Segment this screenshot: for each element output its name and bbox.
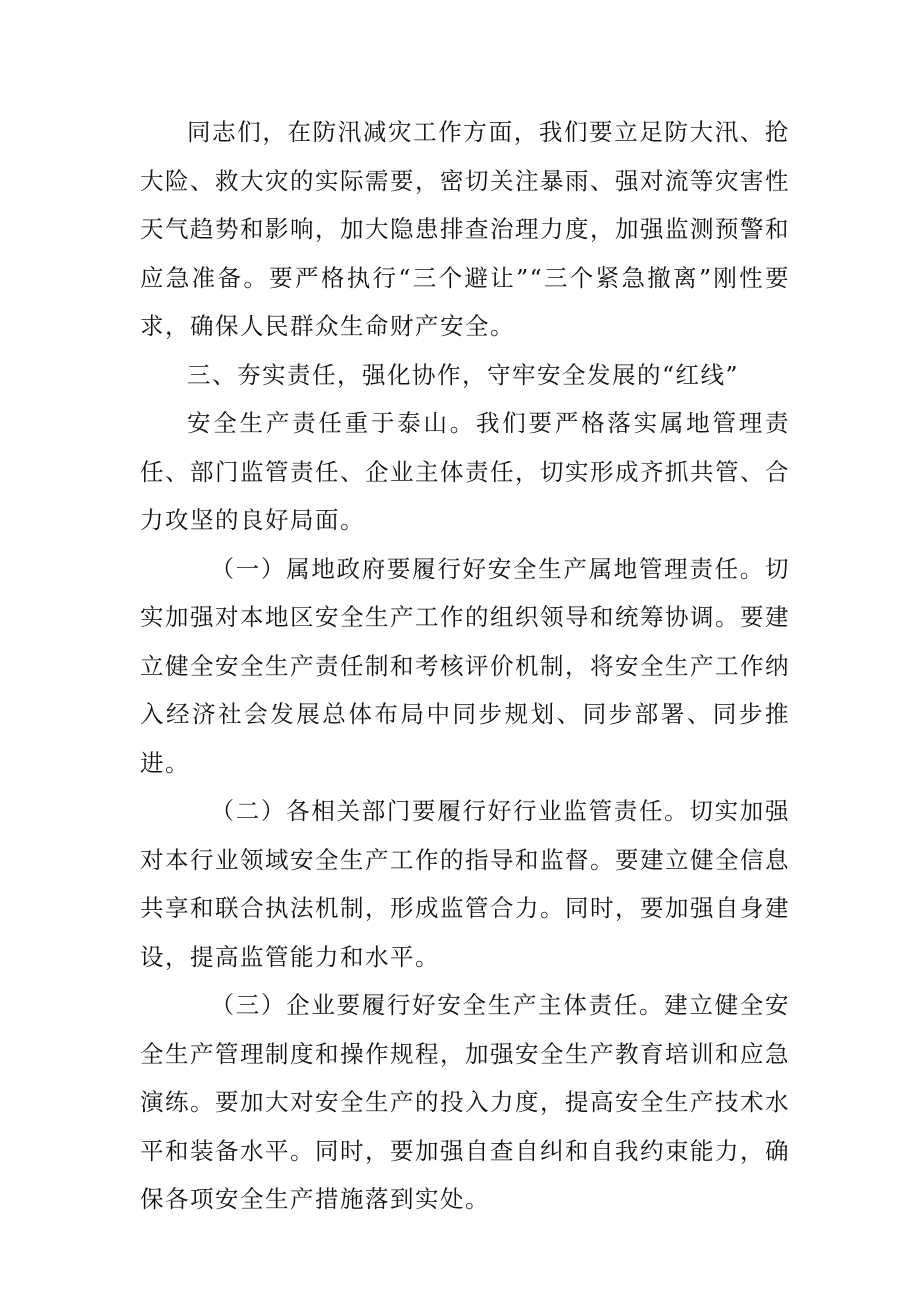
paragraph-enterprises: （三）企业要履行好安全生产主体责任。建立健全安全生产管理制度和操作规程，加强安全生产教育培训和应急演练。要加大对安全生产的投入力度，提高安全生产技术水平和装备水平。同时，要加强自查自纠和自我约束能力，确保各项安全生产措施落到实处。 — [140, 991, 790, 1213]
document-body — [140, 108, 790, 1224]
paragraph-departments: （二）各相关部门要履行好行业监管责任。切实加强对本行业领域安全生产工作的指导和监督。要建立健全信息共享和联合执法机制，形成监管合力。同时，要加强自身建设，提高监管能力和水平。 — [140, 797, 790, 971]
paragraph-flood-prevention: 同志们，在防汛减灾工作方面，我们要立足防大汛、抢大险、救大灾的实际需要，密切关注暴雨、强对流等灾害性天气趋势和影响，加大隐患排查治理力度，加强监测预警和应急准备。要严格执行“三个避让”“三个紧急撤离”刚性要求，确保人民群众生命财产安全。 — [140, 118, 790, 340]
section-heading-responsibility: 三、夯实责任，强化协作，守牢安全发展的“红线” — [187, 360, 740, 389]
paragraph-local-government: （一）属地政府要履行好安全生产属地管理责任。切实加强对本地区安全生产工作的组织领导和统筹协调。要建立健全安全生产责任制和考核评价机制，将安全生产工作纳入经济社会发展总体布局中同步规划、同步部署、同步推进。 — [140, 554, 790, 777]
paragraph-safety-responsibility: 安全生产责任重于泰山。我们要严格落实属地管理责任、部门监管责任、企业主体责任，切实形成齐抓共管、合力攻坚的良好局面。 — [140, 409, 790, 534]
